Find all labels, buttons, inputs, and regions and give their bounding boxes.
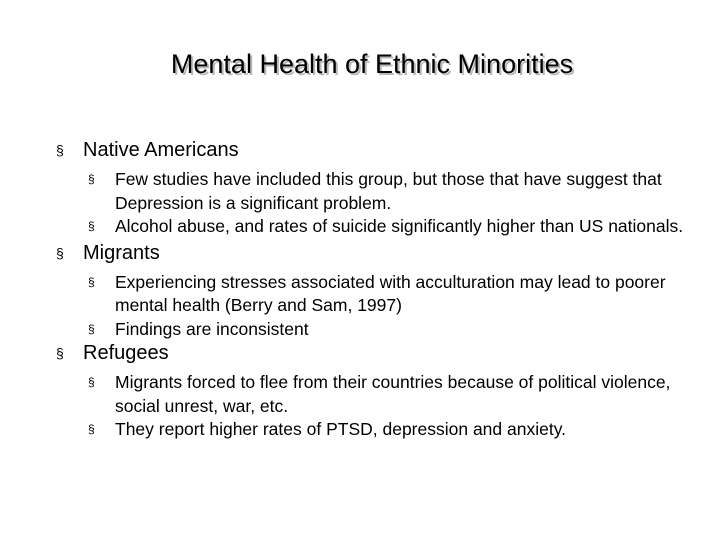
bullet-level2 (88, 418, 706, 442)
bullet-level2 (88, 215, 706, 239)
bullet-marker-icon: § (56, 345, 64, 361)
bullet-text: Findings are inconsistent (115, 318, 309, 339)
bullet-level1 (56, 138, 706, 163)
bullet-marker-icon: § (88, 422, 95, 436)
bullet-marker-icon: § (88, 375, 95, 389)
section-migrants (56, 241, 706, 342)
slide-body (56, 138, 706, 442)
bullet-text: They report higher rates of PTSD, depression and anxiety. (115, 419, 567, 439)
bullet-level1 (56, 341, 706, 366)
bullet-marker-icon: § (88, 274, 95, 289)
section-heading: Native Americans (83, 139, 239, 161)
bullet-marker-icon: § (56, 244, 64, 261)
sub-bullets (56, 271, 706, 342)
bullet-level2 (88, 271, 706, 318)
section-heading: Migrants (83, 241, 160, 264)
slide-title: Mental Health of Ethnic Minorities (170, 49, 574, 79)
bullet-text: Alcohol abuse, and rates of suicide significantly higher than US nationals. (115, 216, 684, 236)
bullet-marker-icon: § (56, 142, 64, 158)
bullet-level2 (88, 371, 706, 418)
section-refugees (56, 341, 706, 442)
section-native-americans (56, 138, 706, 239)
sub-bullets (56, 168, 706, 239)
bullet-text: Experiencing stresses associated with acculturation may lead to poorer mental health (Berry and Sam, 1997) (115, 271, 666, 315)
bullet-level1 (56, 241, 706, 266)
bullet-marker-icon: § (88, 172, 95, 186)
bullet-marker-icon: § (88, 219, 95, 233)
bullet-text: Migrants forced to flee from their countries because of political violence, social unrest, war, etc. (115, 372, 671, 416)
bullet-level2 (88, 168, 706, 215)
bullet-text: Few studies have included this group, but those that have suggest that Depression is a significant problem. (115, 169, 662, 213)
bullet-level2 (88, 318, 706, 342)
sub-bullets (56, 371, 706, 442)
bullet-marker-icon: § (88, 321, 95, 336)
section-heading: Refugees (83, 342, 169, 364)
